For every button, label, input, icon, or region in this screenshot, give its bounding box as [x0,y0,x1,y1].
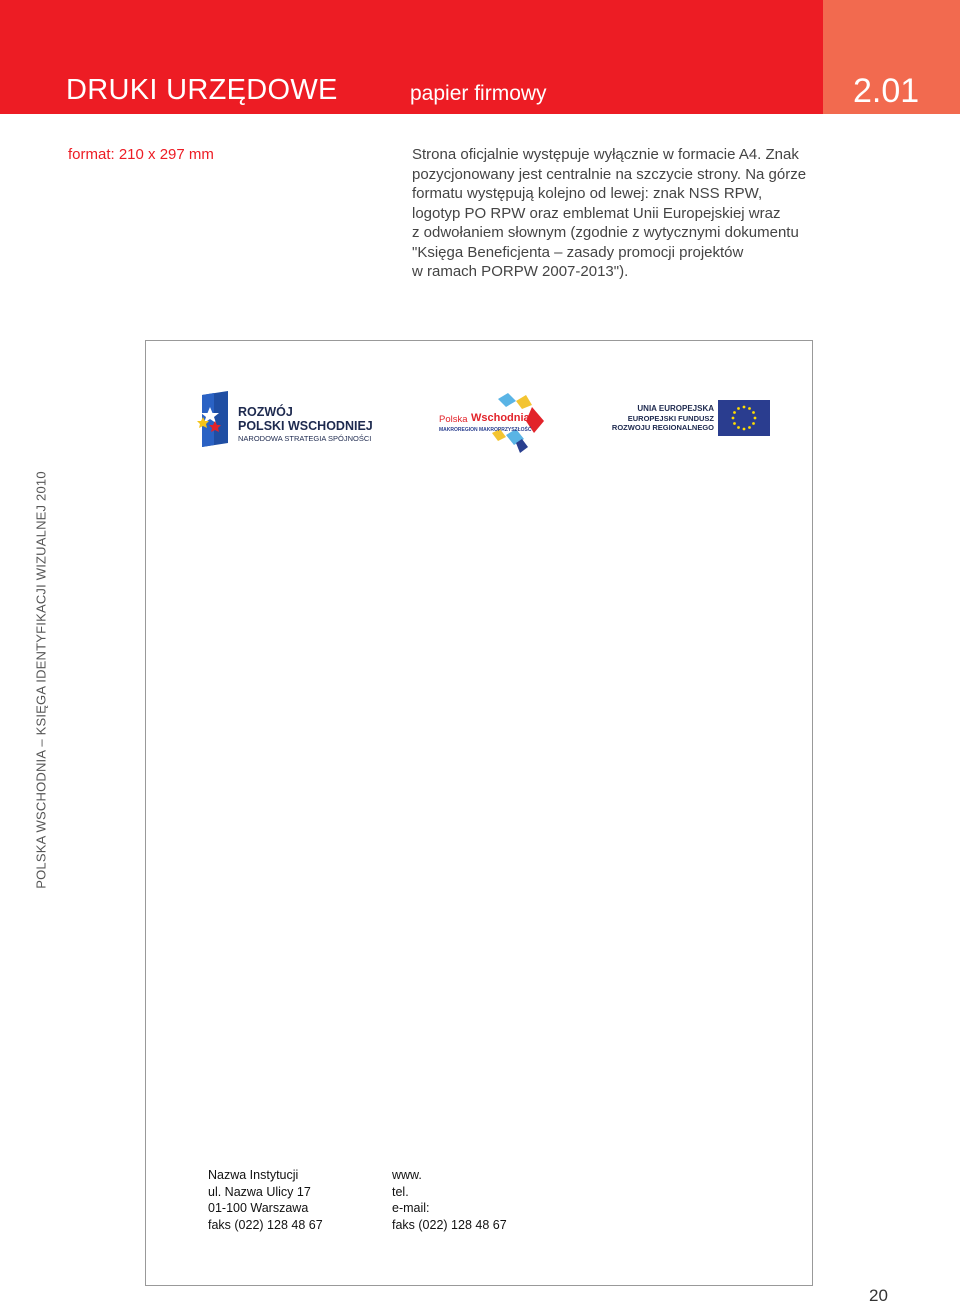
pw-logo-tagline: MAKROREGION MAKROPRZYSZŁOŚĆ [439,427,532,433]
side-caption-text: POLSKA WSCHODNIA – KSIĘGA IDENTYFIKACJI WIZUALNEJ 2010 [33,471,49,889]
eu-logo-line2: EUROPEJSKI FUNDUSZ [627,414,714,423]
footer-city: 01-100 Warszawa [208,1201,309,1215]
eu-logo-line1: UNIA EUROPEJSKA [637,404,714,413]
footer-www: www. [392,1168,422,1182]
pw-logo-word1: Polska [439,414,468,425]
nss-rpw-logo [196,391,381,451]
description-line: logotyp PO RPW oraz emblemat Unii Europejskiej wraz [412,204,781,222]
nss-logo-line2: POLSKI WSCHODNIEJ [238,419,373,433]
description-line: Strona oficjalnie występuje wyłącznie w formacie A4. Znak [412,146,799,163]
footer-address-block [208,1167,323,1233]
description-line: "Księga Beneficjenta – zasady promocji projektów [412,243,744,261]
pw-logo-word2: Wschodnia [471,412,530,424]
footer-email: e-mail: [392,1201,430,1215]
nss-star-flag-icon [196,391,232,447]
page-subtitle: papier firmowy [410,82,547,105]
footer-tel: tel. [392,1184,409,1199]
nss-logo-line3: NARODOWA STRATEGIA SPÓJNOŚCI [238,434,372,443]
footer-institution-name: Nazwa Instytucji [208,1168,299,1182]
eu-logo [612,399,772,439]
format-label: format: 210 x 297 mm [68,146,214,163]
polska-wschodnia-logo [436,393,551,453]
description-line: w ramach PORPW 2007-2013"). [412,263,629,280]
section-number: 2.01 [853,72,920,110]
description-line: formatu występują kolejno od lewej: znak NSS RPW, [412,185,763,202]
description-text [412,145,832,282]
description-line: pozycjonowany jest centralnie na szczycie strony. Na górze [412,165,807,183]
description-line: z odwołaniem słownym (zgodnie z wytycznymi dokumentu [412,224,799,241]
footer-fax-2: faks (022) 128 48 67 [392,1217,507,1232]
footer-fax: faks (022) 128 48 67 [208,1217,323,1232]
letterhead-preview [145,340,813,1286]
footer-contact-block [392,1167,507,1233]
nss-logo-line1: ROZWÓJ [238,405,293,419]
page-title: DRUKI URZĘDOWE [66,74,338,106]
eu-flag-icon [718,400,770,436]
page-number: 20 [869,1286,888,1305]
footer-street: ul. Nazwa Ulicy 17 [208,1184,311,1199]
eu-logo-line3: ROZWOJU REGIONALNEGO [611,423,714,432]
